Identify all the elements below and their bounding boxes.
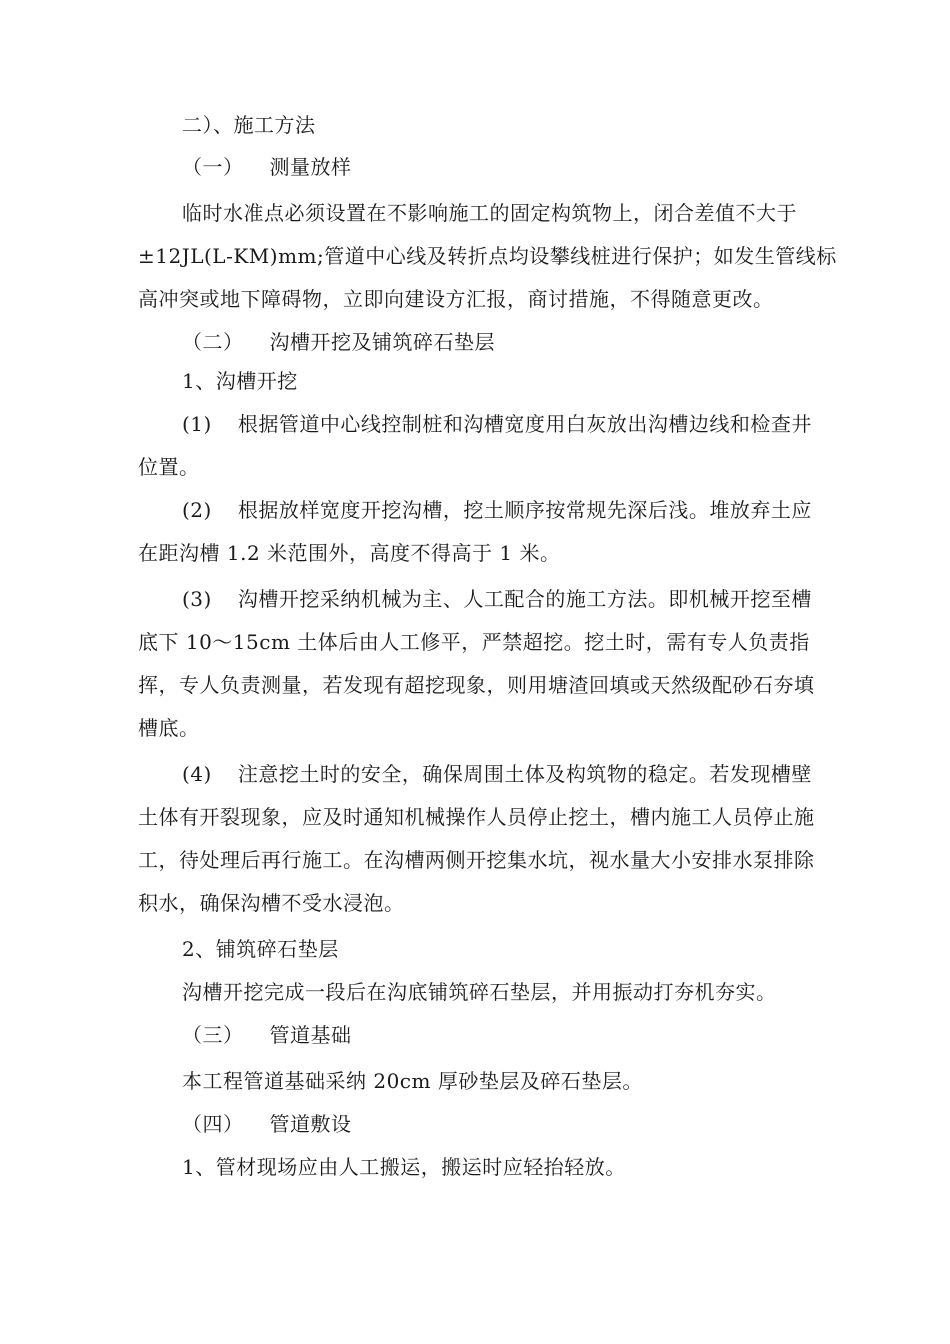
item-heading: 2、铺筑碎石垫层 bbox=[182, 937, 339, 961]
subsection-heading bbox=[182, 330, 882, 354]
list-item-text: 注意挖土时的安全，确保周围土体及构筑物的稳定。若发现槽壁 bbox=[237, 762, 812, 786]
list-item-text: 根据放样宽度开挖沟槽，挖土顺序按常规先深后浅。堆放弃土应 bbox=[237, 498, 812, 522]
list-item-line bbox=[182, 412, 882, 436]
paragraph-line: 临时水准点必须设置在不影响施工的固定构筑物上，闭合差值不大于 bbox=[182, 201, 797, 225]
paragraph-line: 土体有开裂现象，应及时通知机械操作人员停止挖土，槽内施工人员停止施 bbox=[138, 805, 815, 829]
paragraph-line: 工，待处理后再行施工。在沟槽两侧开挖集水坑，视水量大小安排水泵排除 bbox=[138, 848, 815, 872]
list-item-number: (1) bbox=[182, 412, 212, 436]
subsection-title: 测量放样 bbox=[269, 155, 352, 179]
list-item-line bbox=[182, 498, 882, 522]
paragraph-line: ±12JL(L-KM)mm;管道中心线及转折点均设攀线桩进行保护；如发生管线标 bbox=[138, 244, 837, 268]
paragraph-line: 本工程管道基础采纳 20cm 厚砂垫层及碎石垫层。 bbox=[182, 1069, 643, 1093]
list-item-text: 根据管道中心线控制桩和沟槽宽度用白灰放出沟槽边线和检查井 bbox=[237, 412, 812, 436]
paragraph-line: 槽底。 bbox=[138, 716, 200, 740]
list-item-number: (3) bbox=[182, 587, 212, 611]
paragraph-line: 沟槽开挖完成一段后在沟底铺筑碎石垫层，并用振动打夯机夯实。 bbox=[182, 980, 777, 1004]
subsection-number: （四） bbox=[182, 1112, 244, 1136]
paragraph-line: 挥，专人负责测量，若发现有超挖现象，则用塘渣回填或天然级配砂石夯填 bbox=[138, 673, 815, 697]
paragraph-line: 1、管材现场应由人工搬运，搬运时应轻抬轻放。 bbox=[182, 1155, 626, 1179]
subsection-heading bbox=[182, 1112, 882, 1136]
paragraph-line: 位置。 bbox=[138, 455, 200, 479]
paragraph-line: 高冲突或地下障碍物，立即向建设方汇报，商讨措施，不得随意更改。 bbox=[138, 287, 774, 311]
subsection-title: 管道基础 bbox=[269, 1023, 352, 1047]
section-heading: 二）、施工方法 bbox=[182, 113, 316, 137]
subsection-number: （二） bbox=[182, 330, 244, 354]
list-item-text: 沟槽开挖采纳机械为主、人工配合的施工方法。即机械开挖至槽 bbox=[237, 587, 812, 611]
list-item-line bbox=[182, 762, 882, 786]
item-heading: 1、沟槽开挖 bbox=[182, 369, 298, 393]
list-item-line bbox=[182, 587, 882, 611]
subsection-heading bbox=[182, 155, 882, 179]
list-item-number: (2) bbox=[182, 498, 212, 522]
paragraph-line: 在距沟槽 1.2 米范围外，高度不得高于 1 米。 bbox=[138, 541, 561, 565]
subsection-heading bbox=[182, 1023, 882, 1047]
subsection-title: 沟槽开挖及铺筑碎石垫层 bbox=[269, 330, 495, 354]
list-item-number: (4) bbox=[182, 762, 212, 786]
subsection-number: （一） bbox=[182, 155, 244, 179]
paragraph-line: 积水，确保沟槽不受水浸泡。 bbox=[138, 891, 405, 915]
paragraph-line: 底下 10〜15cm 土体后由人工修平，严禁超挖。挖土时，需有专人负责指 bbox=[138, 630, 810, 654]
subsection-number: （三） bbox=[182, 1023, 244, 1047]
subsection-title: 管道敷设 bbox=[269, 1112, 352, 1136]
